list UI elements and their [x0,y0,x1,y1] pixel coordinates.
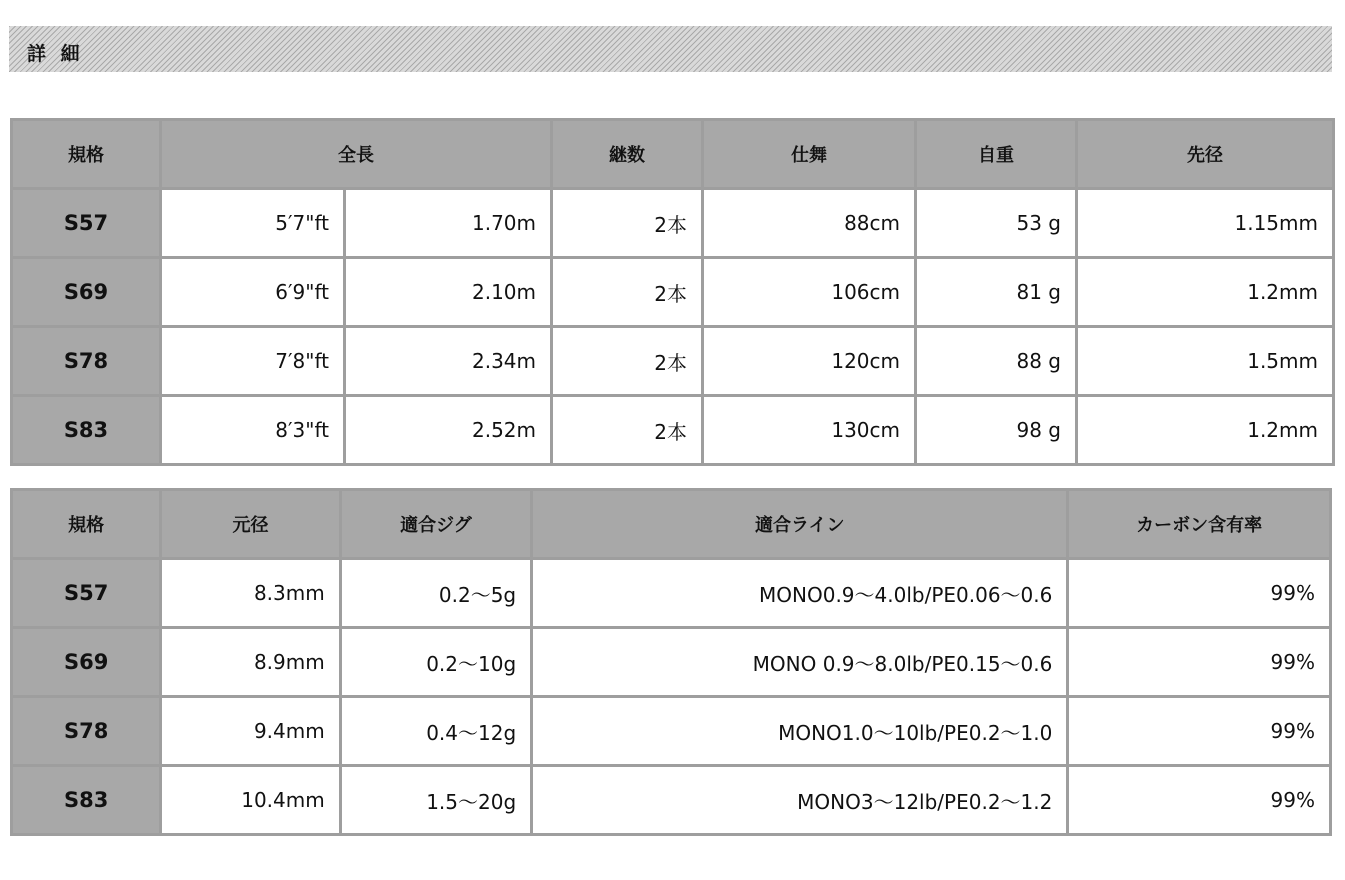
section-header [9,26,1332,72]
model-cell: S57 [13,190,159,256]
length-m-cell: 2.52m [346,397,550,463]
carbon-cell: 99% [1069,767,1329,833]
section-title: 詳 細 [27,43,84,65]
header-model: 規格 [13,121,159,187]
model-cell: S83 [13,397,159,463]
pieces-cell: 2本 [553,259,701,325]
table-row [13,190,1332,256]
jig-cell: 0.2～5g [342,560,530,626]
weight-cell: 98 g [917,397,1075,463]
spec-table-top [10,118,1335,466]
model-cell: S57 [13,560,159,626]
table-row [13,397,1332,463]
model-cell: S83 [13,767,159,833]
tip-diameter-cell: 1.2mm [1078,259,1332,325]
length-m-cell: 2.34m [346,328,550,394]
line-cell: MONO1.0～10lb/PE0.2～1.0 [533,698,1066,764]
header-length: 全長 [162,121,550,187]
closed-length-cell: 106cm [704,259,914,325]
carbon-cell: 99% [1069,629,1329,695]
header-line: 適合ライン [533,491,1066,557]
model-cell: S78 [13,328,159,394]
butt-diameter-cell: 8.9mm [162,629,338,695]
table-row [13,767,1329,833]
weight-cell: 53 g [917,190,1075,256]
header-pieces: 継数 [553,121,701,187]
length-ft-cell: 8′3"ft [162,397,343,463]
header-carbon: カーボン含有率 [1069,491,1329,557]
weight-cell: 88 g [917,328,1075,394]
header-tip-diameter: 先径 [1078,121,1332,187]
line-cell: MONO0.9～4.0lb/PE0.06～0.6 [533,560,1066,626]
line-cell: MONO 0.9～8.0lb/PE0.15～0.6 [533,629,1066,695]
butt-diameter-cell: 10.4mm [162,767,338,833]
header-jig: 適合ジグ [342,491,530,557]
tip-diameter-cell: 1.2mm [1078,397,1332,463]
header-closed-length: 仕舞 [704,121,914,187]
table-header-row [13,121,1332,187]
model-cell: S78 [13,698,159,764]
pieces-cell: 2本 [553,397,701,463]
table-row [13,560,1329,626]
tip-diameter-cell: 1.15mm [1078,190,1332,256]
spec-table-bottom [10,488,1332,836]
table-row [13,698,1329,764]
tip-diameter-cell: 1.5mm [1078,328,1332,394]
pieces-cell: 2本 [553,328,701,394]
closed-length-cell: 88cm [704,190,914,256]
length-ft-cell: 5′7"ft [162,190,343,256]
closed-length-cell: 120cm [704,328,914,394]
length-m-cell: 2.10m [346,259,550,325]
model-cell: S69 [13,259,159,325]
model-cell: S69 [13,629,159,695]
pieces-cell: 2本 [553,190,701,256]
header-weight: 自重 [917,121,1075,187]
carbon-cell: 99% [1069,560,1329,626]
carbon-cell: 99% [1069,698,1329,764]
butt-diameter-cell: 8.3mm [162,560,338,626]
butt-diameter-cell: 9.4mm [162,698,338,764]
header-model: 規格 [13,491,159,557]
line-cell: MONO3～12lb/PE0.2～1.2 [533,767,1066,833]
length-m-cell: 1.70m [346,190,550,256]
jig-cell: 0.4～12g [342,698,530,764]
jig-cell: 0.2～10g [342,629,530,695]
length-ft-cell: 7′8"ft [162,328,343,394]
header-butt-diameter: 元径 [162,491,338,557]
jig-cell: 1.5～20g [342,767,530,833]
length-ft-cell: 6′9"ft [162,259,343,325]
weight-cell: 81 g [917,259,1075,325]
closed-length-cell: 130cm [704,397,914,463]
table-row [13,328,1332,394]
table-header-row [13,491,1329,557]
table-row [13,259,1332,325]
table-row [13,629,1329,695]
